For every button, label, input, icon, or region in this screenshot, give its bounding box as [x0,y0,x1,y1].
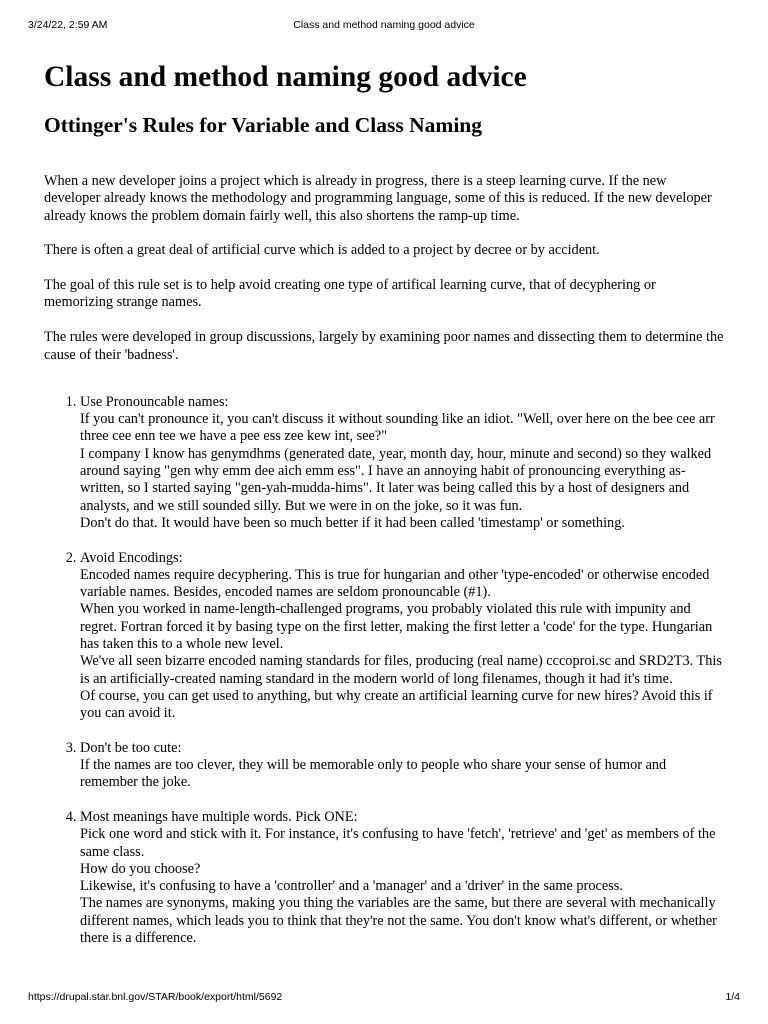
print-footer [28,990,740,1004]
rule-item [80,394,724,532]
rule-line: When you worked in name-length-challenged programs, you probably violated this rule with impunity and regret. Fortran forced it by basing type on the first letter, making the first letter a 'code' for the type. Hungarian has taken this to a whole new level. [80,601,713,653]
rule-line: We've all seen bizarre encoded naming standards for files, producing (real name) cccoproi.sc and SRD2T3. This is an artificially-created naming standard in the modern world of long filenames, though it had it's time. [80,653,722,687]
rule-item [80,550,724,723]
page-number: 1/4 [725,991,740,1003]
print-datetime: 3/24/22, 2:59 AM [28,19,108,31]
print-header [28,18,740,32]
rule-title: 1. Use Pronouncable names: [80,393,229,410]
rule-line: Don't do that. It would have been so much better if it had been called 'timestamp' or something. [80,514,625,531]
rule-line: How do you choose? [80,860,201,877]
article [44,57,724,965]
rule-title: 4. Most meanings have multiple words. Pick ONE: [80,809,358,825]
rule-line: Likewise, it's confusing to have a 'controller' and a 'manager' and a 'driver' in the same process. [80,878,623,895]
source-url[interactable]: https://drupal.star.bnl.gov/STAR/book/export/html/5692 [28,991,283,1003]
rule-title: 3. Don't be too cute: [80,739,182,756]
rule-item [80,740,724,792]
rule-line: Of course, you can get used to anything, but why create an artificial learning curve for new hires? Avoid this if you can avoid it. [80,687,713,722]
rule-line: I company I know has genymdhms (generated date, year, month day, hour, minute and second) so they walked around saying "gen why emm dee aich emm ess". I have an annoying habit of pronouncing everything as-written, so I started saying "gen-yah-mudda-hims". It later was being called this by a host of designers and analysts, and we still sounded silly. But we were in on the joke, so it was fun. [80,445,712,514]
rule-line: If you can't pronounce it, you can't discuss it without sounding like an idiot. "Well, over here on the bee cee arr three cee enn tee we have a pee ess zee kew int, see?" [80,411,715,445]
print-page-title: Class and method naming good advice [293,19,475,31]
rule-line: Encoded names require decyphering. This is true for hungarian and other 'type-encoded' or otherwise encoded variable names. Besides, encoded names are seldom pronouncable (#1). [80,566,710,601]
rule-line: The names are synonyms, making you thing the variables are the same, but there are several with mechanically different names, which leads you to think that they're not the same. You don't know what's different, or whether there is a difference. [80,895,717,947]
rule-item [80,809,724,947]
article-title: Class and method naming good advice [44,61,527,93]
rule-line: Pick one word and stick with it. For instance, it's confusing to have 'fetch', 'retrieve' and 'get' as members of the same class. [80,826,716,860]
rule-title: 2. Avoid Encodings: [80,549,183,566]
goal-paragraph: The goal of this rule set is to help avoid creating one type of artifical learning curve, that of decyphering or memorizing strange names. [44,277,656,311]
intro-paragraph: When a new developer joins a project which is already in progress, there is a steep learning curve. If the new developer already knows the methodology and programming language, some of this is reduced. If the new developer already knows the problem domain fairly well, this also shortens the ramp-up time. [44,173,712,224]
rule-line: If the names are too clever, they will be memorable only to people who share your sense of humor and remember the joke. [80,757,667,791]
rules-list [44,394,724,948]
curve-paragraph: There is often a great deal of artificial curve which is added to a project by decree or by accident. [44,242,600,259]
rules-origin-paragraph: The rules were developed in group discussions, largely by examining poor names and dissecting them to determine the cause of their 'badness'. [44,329,724,363]
article-subtitle: Ottinger's Rules for Variable and Class Naming [44,113,482,137]
